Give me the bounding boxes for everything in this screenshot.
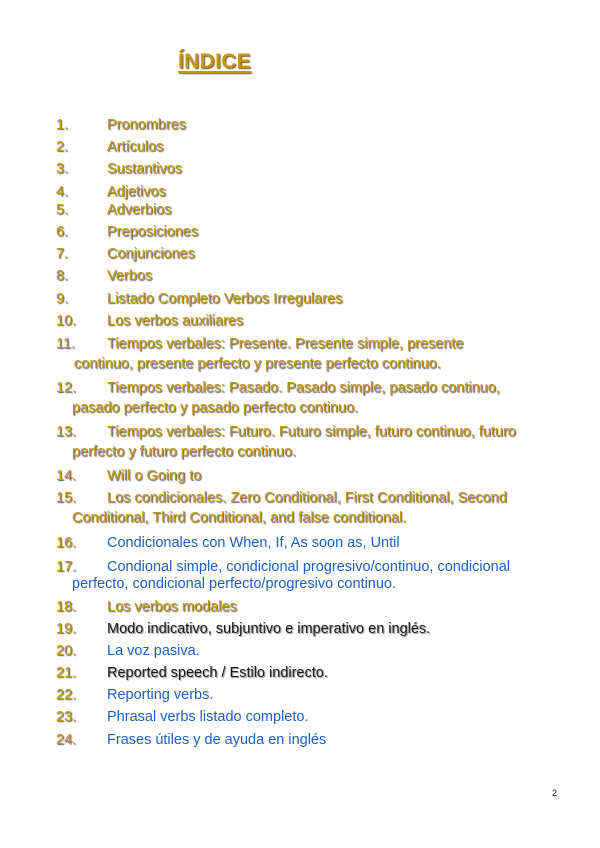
entry-number: 17.	[56, 559, 77, 575]
entry-number: 23.	[56, 709, 77, 725]
entry-number: 16.	[56, 535, 77, 551]
entry-label: Los condicionales. Zero Conditional, First Conditional, Second	[107, 490, 507, 506]
entry-number: 8.	[56, 268, 69, 284]
entry-label-continued: perfecto, condicional perfecto/progresivo continuo.	[72, 576, 397, 592]
entry-label: Frases útiles y de ayuda en inglés	[107, 732, 327, 748]
entry-number: 19.	[56, 621, 77, 637]
page-number: 2	[552, 788, 558, 798]
entry-number: 22.	[56, 687, 77, 703]
entry-number: 14.	[56, 468, 77, 484]
entry-number: 24.	[56, 732, 77, 748]
entry-number: 11.	[56, 336, 76, 352]
entry-number: 3.	[56, 161, 69, 177]
entry-label: Tiempos verbales: Presente. Presente simple, presente	[107, 336, 464, 352]
page-title: ÍNDICE	[178, 50, 251, 73]
entry-number: 20.	[56, 643, 77, 659]
entry-number: 18.	[56, 599, 77, 615]
entry-label-continued: Conditional, Third Conditional, and false conditional.	[72, 510, 407, 526]
entry-number: 6.	[56, 224, 69, 240]
entry-label: Tiempos verbales: Pasado. Pasado simple, pasado continuo,	[107, 380, 500, 396]
entry-label: Will o Going to	[107, 468, 202, 484]
entry-label: Condicionales con When, If, As soon as, Until	[107, 535, 400, 551]
entry-label: Listado Completo Verbos Irregulares	[107, 291, 343, 307]
entry-label: Los verbos auxiliares	[107, 313, 244, 329]
entry-label: Adjetivos	[107, 184, 166, 200]
entry-number: 15.	[56, 490, 77, 506]
entry-number: 1.	[56, 117, 69, 133]
entry-number: 2.	[56, 139, 69, 155]
entry-label: Artículos	[107, 139, 164, 155]
entry-label: Modo indicativo, subjuntivo e imperativo en inglés.	[107, 621, 431, 637]
entry-label: Preposiciones	[107, 224, 199, 240]
entry-label-continued: continuo, presente perfecto y presente perfecto continuo.	[74, 356, 441, 372]
entry-label: Verbos	[107, 268, 153, 284]
entry-number: 7.	[56, 246, 69, 262]
entry-label: Condional simple, condicional progresivo/continuo, condicional	[107, 559, 511, 575]
entry-label: Tiempos verbales: Futuro. Futuro simple, futuro continuo, futuro	[107, 424, 516, 440]
entry-label: Sustantivos	[107, 161, 182, 177]
entry-number: 9.	[56, 291, 69, 307]
entry-label: Conjunciones	[107, 246, 195, 262]
entry-label: Reporting verbs.	[107, 687, 214, 703]
entry-number: 10.	[56, 313, 77, 329]
entry-number: 5.	[56, 202, 69, 218]
entry-label-continued: perfecto y futuro perfecto continuo.	[72, 444, 297, 460]
entry-number: 13.	[56, 424, 77, 440]
entry-label: Los verbos modales	[107, 599, 237, 615]
entry-label: La voz pasiva.	[107, 643, 200, 659]
entry-label: Pronombres	[107, 117, 186, 133]
entry-label: Phrasal verbs listado completo.	[107, 709, 309, 725]
entry-number: 12.	[56, 380, 77, 396]
entry-label: Reported speech / Estilo indirecto.	[107, 665, 328, 681]
entry-number: 21.	[56, 665, 77, 681]
entry-label-continued: pasado perfecto y pasado perfecto continuo.	[72, 400, 359, 416]
entry-number: 4.	[56, 184, 69, 200]
entry-label: Adverbios	[107, 202, 172, 218]
